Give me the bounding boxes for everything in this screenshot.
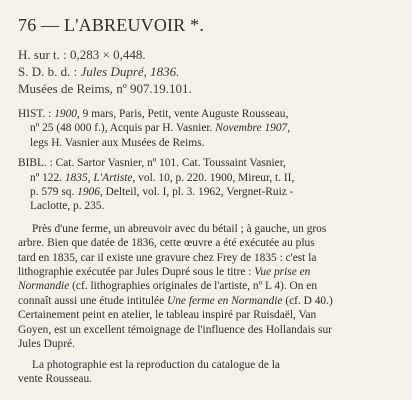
entry-museum: Musées de Reims, nº 907.19.101. — [18, 81, 192, 96]
italic-text: 1906 — [77, 186, 100, 199]
plain-text: , Delteil, vol. I, pl. 3. 1962, Vergnet-Ruiz - — [99, 186, 294, 199]
photo-note-line — [18, 358, 398, 372]
entry-signature — [18, 63, 398, 80]
plain-text: lithographie exécutée par Jules Dupré sous le titre : — [18, 266, 255, 279]
description-line — [18, 337, 398, 351]
description-line — [18, 236, 398, 250]
plain-text: HIST. : — [18, 108, 55, 120]
italic-text: Vue prise en — [254, 266, 311, 279]
signature-italic: Jules Dupré, 1836. — [80, 64, 180, 79]
entry-dimensions: H. sur t. : 0,283 × 0,448. — [18, 47, 146, 62]
entry-number: 76 — [18, 15, 37, 35]
plain-text: nº 25 (48 000 f.), Acquis par H. Vasnier. — [30, 122, 216, 135]
bibl-line — [18, 199, 398, 213]
plain-text: (cf. lithographies originales de l'artiste, nº L 4). On en — [69, 280, 318, 293]
entry-dash: — — [41, 15, 60, 35]
description-line — [18, 265, 398, 279]
plain-text: La photographie est la reproduction du catalogue de la — [32, 358, 280, 371]
plain-text: Jules Dupré. — [18, 338, 75, 351]
description-line — [18, 279, 398, 293]
plain-text: Certainement peint en atelier, le tableau inspiré par Ruisdaël, Van — [18, 309, 317, 322]
entry-title-text: L'ABREUVOIR *. — [64, 15, 205, 35]
plain-text: Laclotte, p. 235. — [30, 200, 105, 213]
plain-text: tard en 1835, car il existe une gravure chez Frey de 1835 : c'est la — [18, 251, 317, 264]
hist-line — [18, 136, 398, 150]
plain-text: , — [287, 122, 291, 135]
plain-text: vente Rousseau. — [18, 372, 93, 385]
italic-text: 1900 — [54, 108, 77, 120]
hist-section — [18, 107, 398, 150]
signature-prefix: S. D. b. d. : — [18, 64, 81, 79]
description-line — [18, 308, 398, 322]
italic-text: Normandie — [18, 280, 70, 293]
plain-text: p. 579 sq. — [30, 186, 78, 199]
description-paragraph — [18, 222, 398, 352]
italic-text: Une ferme en Normandie — [167, 294, 283, 307]
description-line — [18, 251, 398, 265]
bibl-line — [18, 171, 398, 185]
plain-text: Près d'une ferme, un abreuvoir avec du bétail ; à gauche, un gros — [32, 222, 327, 235]
plain-text: BIBL. : Cat. Sartor Vasnier, nº 101. Cat. Toussaint Vasnier, — [18, 157, 286, 170]
plain-text: arbre. Bien que datée de 1836, cette œuvre a été exécutée au plus — [18, 237, 315, 250]
photo-note-paragraph — [18, 358, 398, 387]
plain-text: (cf. D 40.) — [282, 294, 333, 307]
plain-text: , vol. 10, p. 220. 1900, Mireur, t. II, — [132, 171, 295, 184]
bibl-section — [18, 156, 398, 214]
photo-note-line — [18, 372, 398, 386]
italic-text: Novembre 1907 — [215, 122, 288, 135]
plain-text: connaît aussi une étude intitulée — [18, 294, 167, 307]
description-line — [18, 323, 398, 337]
bibl-line — [18, 185, 398, 199]
plain-text: legs H. Vasnier aux Musées de Reims. — [30, 136, 205, 149]
entry-title — [18, 14, 398, 36]
hist-line — [18, 121, 398, 135]
italic-text: 1835, L'Artiste — [64, 171, 133, 184]
plain-text: Goyen, est un excellent témoignage de l'influence des Hollandais sur — [18, 323, 332, 336]
hist-line — [18, 107, 398, 121]
description-line — [18, 222, 398, 236]
plain-text: nº 122. — [30, 171, 65, 184]
plain-text: , 9 mars, Paris, Petit, vente Auguste Rousseau, — [76, 108, 289, 120]
description-line — [18, 294, 398, 308]
bibl-line — [18, 156, 398, 170]
